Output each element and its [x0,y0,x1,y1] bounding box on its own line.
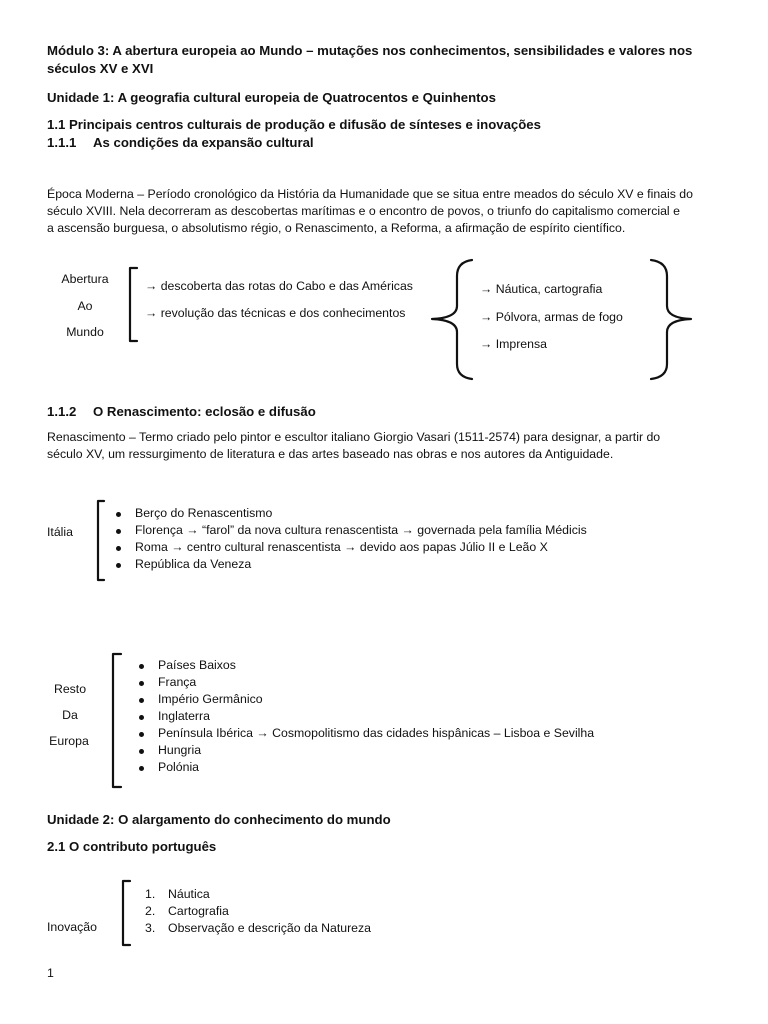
inovacao-item-3: Observação e descrição da Natureza [168,921,372,935]
renascimento-def-line1: Renascimento – Termo criado pelo pintor e escultor italiano Giorgio Vasari (1511-2574) para designar, a partir do [47,430,661,444]
resto-europa-item-7: Polónia [158,760,200,774]
abertura-label-line1: Abertura [61,272,109,286]
resto-europa-item-1: Países Baixos [158,658,236,672]
italia-item-4: República da Veneza [135,557,252,571]
section-2-1-title: 2.1 O contributo português [47,839,217,854]
resto-europa-label-line3: Europa [49,734,89,748]
italia-item-3: Roma → centro cultural renascentista → devido aos papas Júlio II e Leão X [135,540,548,554]
epoca-moderna-line3: a ascensão burguesa, o absolutismo régio, o Renascimento, a Reforma, a afirmação de espírito científico. [47,221,626,235]
abertura-item-2: → revolução das técnicas e dos conhecimentos [145,306,406,320]
section-1-1-1-number: 1.1.1 [47,135,77,150]
abertura-label-line2: Ao [77,299,93,313]
section-1-1-2-number: 1.1.2 [47,404,77,419]
sub-item-polvora: → Pólvora, armas de fogo [480,310,623,324]
epoca-moderna-line2: século XVIII. Nela decorreram as descobertas marítimas e o encontro de povos, o triunfo do capitalismo comercial e [47,204,680,218]
page-number: 1 [47,966,54,980]
resto-europa-item-5: Península Ibérica → Cosmopolitismo das cidades hispânicas – Lisboa e Sevilha [158,726,595,740]
module-title-line1: Módulo 3: A abertura europeia ao Mundo – mutações nos conhecimentos, sensibilidades e valores nos [47,43,693,58]
resto-europa-label-line1: Resto [53,682,87,696]
unit1-title: Unidade 1: A geografia cultural europeia de Quatrocentos e Quinhentos [47,90,496,105]
inovacao-item-2-num: 2. [145,904,156,918]
section-1-1-1-title: As condições da expansão cultural [93,135,314,150]
module-title-line2: séculos XV e XVI [47,61,154,76]
inovacao-item-1: Náutica [168,887,210,901]
section-1-1-2-title: O Renascimento: eclosão e difusão [93,404,316,419]
inovacao-item-3-num: 3. [145,921,156,935]
abertura-label-line3: Mundo [66,325,104,339]
inovacao-item-1-num: 1. [145,887,156,901]
resto-europa-item-2: França [158,675,197,689]
unit2-title: Unidade 2: O alargamento do conhecimento do mundo [47,812,391,827]
epoca-moderna-line1: Época Moderna – Período cronológico da História da Humanidade que se situa entre meados do século XV e finais do [47,187,693,201]
inovacao-label: Inovação [47,920,97,934]
sub-item-nautica: → Náutica, cartografia [480,282,603,296]
resto-europa-item-6: Hungria [158,743,202,757]
section-1-1-title: 1.1 Principais centros culturais de produção e difusão de sínteses e inovações [47,117,541,132]
italia-label: Itália [47,525,73,539]
italia-item-2: Florença → “farol” da nova cultura renascentista → governada pela família Médicis [135,523,587,537]
abertura-item-1: → descoberta das rotas do Cabo e das Américas [145,279,413,293]
italia-item-1: Berço do Renascentismo [135,506,273,520]
resto-europa-item-3: Império Germânico [158,692,263,706]
renascimento-def-line2: século XV, um ressurgimento de literatura e das artes baseado nas obras e nos autores da Antiguidade. [47,447,614,461]
inovacao-item-2: Cartografia [168,904,229,918]
resto-europa-item-4: Inglaterra [158,709,210,723]
resto-europa-label-line2: Da [62,708,78,722]
sub-item-imprensa: → Imprensa [480,337,547,351]
